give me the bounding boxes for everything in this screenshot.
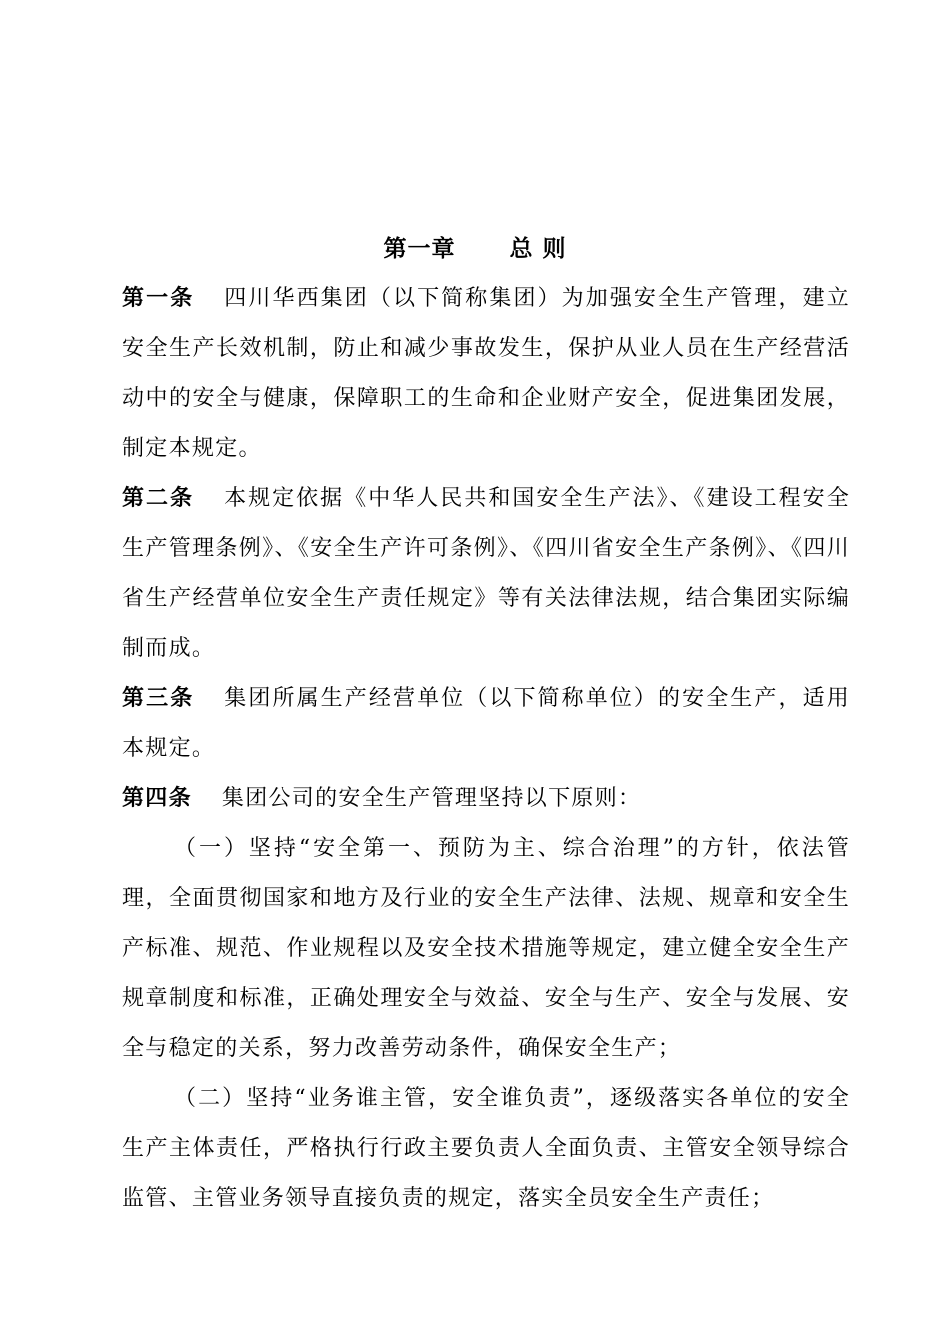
article-3 <box>122 674 850 774</box>
article-4 <box>122 774 850 824</box>
article-text: 集团公司的安全生产管理坚持以下原则： <box>221 786 642 811</box>
article-label: 第二条 <box>122 486 195 511</box>
chapter-title: 第一章 总 则 <box>383 236 567 262</box>
article-2 <box>122 474 850 674</box>
article-label: 第一条 <box>122 286 195 311</box>
article-text: 四川华西集团（以下简称集团）为加强安全生产管理，建立安全生产长效机制，防止和减少事故发生，保护从业人员在生产经营活动中的安全与健康，保障职工的生命和企业财产安全，促进集团发展，制定本规定。 <box>122 286 850 461</box>
article-label: 第四条 <box>122 786 192 811</box>
article-label: 第三条 <box>122 686 195 711</box>
principle-2: （二）坚持“业务谁主管，安全谁负责”，逐级落实各单位的安全生产主体责任，严格执行行政主要负责人全面负责、主管安全领导综合监管、主管业务领导直接负责的规定，落实全员安全生产责任； <box>122 1086 850 1211</box>
article-1 <box>122 274 850 474</box>
document-body <box>122 274 850 1224</box>
article-text: 集团所属生产经营单位（以下简称单位）的安全生产，适用本规定。 <box>122 686 850 761</box>
principle-1: （一）坚持“安全第一、预防为主、综合治理”的方针，依法管理，全面贯彻国家和地方及行业的安全生产法律、法规、规章和安全生产标准、规范、作业规程以及安全技术措施等规定，建立健全安全生产规章制度和标准，正确处理安全与效益、安全与生产、安全与发展、安全与稳定的关系，努力改善劳动条件，确保安全生产； <box>122 836 850 1061</box>
article-text: 本规定依据《中华人民共和国安全生产法》、《建设工程安全生产管理条例》、《安全生产许可条例》、《四川省安全生产条例》、《四川省生产经营单位安全生产责任规定》等有关法律法规，结合集团实际编制而成。 <box>122 486 850 661</box>
